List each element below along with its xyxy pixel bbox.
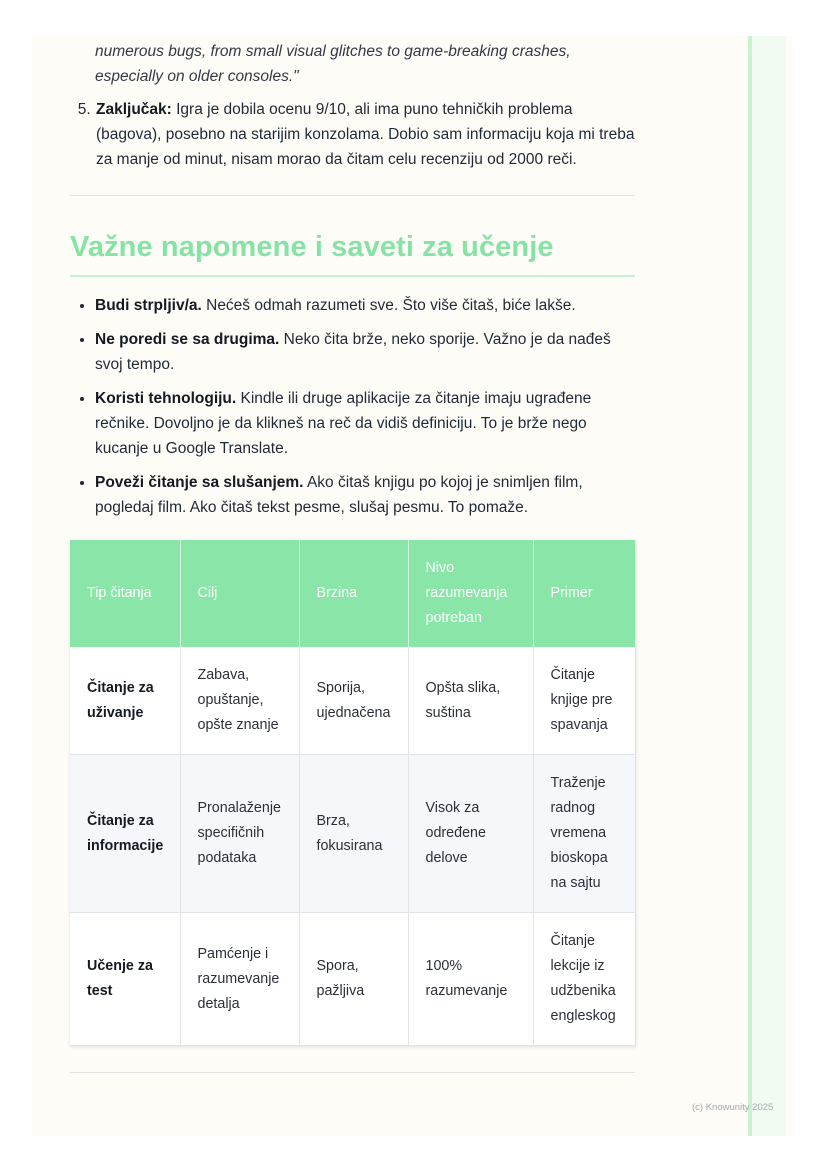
table-row (70, 755, 635, 913)
table-cell: Čitanje za uživanje (70, 647, 180, 755)
table-cell: Pronalaženje specifičnih podataka (180, 755, 299, 913)
divider (70, 195, 635, 196)
column-header: Cilj (180, 540, 299, 647)
table-cell: Čitanje za informacije (70, 755, 180, 913)
table-cell: Opšta slika, suština (408, 647, 533, 755)
table-cell: Traženje radnog vremena bioskopa na sajtu (533, 755, 635, 913)
table-cell: Čitanje lekcije iz udžbenika engleskog (533, 913, 635, 1046)
tip-title: Poveži čitanje sa slušanjem. (95, 474, 304, 491)
table-cell: 100% razumevanje (408, 913, 533, 1046)
list-item (95, 293, 635, 318)
tip-text: Kindle ili druge aplikacije za čitanje imaju ugrađene rečnike. Dovoljno je da klikneš na reč da vidiš definiciju. To je brže nego kucanje u Google Translate. (95, 390, 592, 457)
document-content (70, 36, 635, 1073)
step-text: Igra je dobila ocenu 9/10, ali ima puno tehničkih problema (bagova), posebno na starijim konzolama. Dobio sam informaciju koja mi treba za manje od minut, nisam morao da čitam celu recenziju od 2000 reči. (96, 101, 635, 168)
table-cell: Čitanje knjige pre spavanja (533, 647, 635, 755)
section-title: Važne napomene i saveti za učenje (70, 228, 635, 277)
list-item-step-5 (95, 97, 635, 172)
table-row (70, 913, 635, 1046)
list-item (95, 327, 635, 377)
tip-text: Ako čitaš knjigu po kojoj je snimljen film, pogledaj film. Ako čitaš tekst pesme, slušaj pesmu. To pomaže. (95, 474, 583, 516)
steps-list (70, 97, 635, 172)
table-cell: Zabava, opuštanje, opšte znanje (180, 647, 299, 755)
table-cell: Učenje za test (70, 913, 180, 1046)
table-cell: Spora, pažljiva (299, 913, 408, 1046)
tip-title: Budi strpljiv/a. (95, 297, 202, 314)
list-item (95, 386, 635, 461)
tips-list (70, 293, 635, 520)
column-header: Brzina (299, 540, 408, 647)
reading-types-table (70, 540, 636, 1046)
column-header: Nivo razumevanja potreban (408, 540, 533, 647)
column-header: Primer (533, 540, 635, 647)
table-row (70, 647, 635, 755)
copyright-footer: (c) Knowunity 2025 (692, 1102, 774, 1113)
tip-title: Ne poredi se sa drugima. (95, 331, 280, 348)
table-header-row (70, 540, 635, 647)
list-item (95, 470, 635, 520)
table-cell: Visok za određene delove (408, 755, 533, 913)
side-margin-strip (748, 36, 786, 1136)
review-quote: numerous bugs, from small visual glitches to game-breaking crashes, especially on older consoles." (95, 43, 571, 85)
tip-title: Koristi tehnologiju. (95, 390, 237, 407)
table-cell: Brza, fokusirana (299, 755, 408, 913)
tip-text: Nećeš odmah razumeti sve. Što više čitaš, biće lakše. (201, 297, 576, 314)
step-label: Zaključak: (96, 101, 172, 118)
divider (70, 1072, 635, 1073)
table-cell: Pamćenje i razumevanje detalja (180, 913, 299, 1046)
tip-text: Neko čita brže, neko sporije. Važno je da nađeš svoj tempo. (95, 331, 611, 373)
column-header: Tip čitanja (70, 540, 180, 647)
table-cell: Sporija, ujednačena (299, 647, 408, 755)
